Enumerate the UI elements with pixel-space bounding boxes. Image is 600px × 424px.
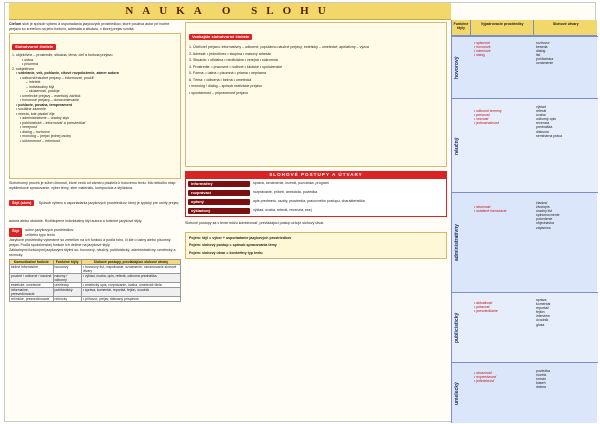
slohove-desc: opis predmetu, osoby, prostredia, pracovného postupu, charakteristika [253, 199, 365, 203]
genre-item: úradný list [536, 209, 552, 214]
table-cell: • hovorový list, rozprávanie, oznámenie, oznamovacie slohové útvary [81, 265, 180, 274]
middle-column [185, 22, 447, 422]
genre-item: úvaha [536, 113, 546, 118]
factor-item: • ústna [22, 57, 34, 62]
genre-item: list [536, 53, 541, 58]
functions-table [9, 259, 181, 302]
genre-item: diskusia [536, 129, 549, 134]
genres-list [536, 201, 596, 230]
right-header [452, 20, 597, 36]
genre-item: báseň [536, 381, 546, 386]
style-row [452, 98, 598, 192]
table-header: Slohové postupy, prevládajúce slohové útvary [81, 260, 180, 265]
table-cell: • výklad, úvaha, opis, referát, odborná prednáška [81, 274, 180, 283]
table-cell: rečnícky [53, 297, 81, 302]
factors-box [9, 33, 181, 179]
factor-sub: • umelecké prejavy – estetický zážitok [20, 93, 81, 98]
genres-list [536, 298, 596, 327]
means-item: • hovorové [474, 45, 491, 50]
slohove-desc: správa, oznámenie, inzerát, pozvánka, program [253, 181, 329, 185]
external-factor: 5. Forma: • ústna • písomná • priama • nepriama [189, 71, 266, 75]
intro-text: sloh je spôsob výberu a usporiadania jazykových prostriedkov, ktoré používa autor pri tvorbe prejavu so zreteľom na jeho funkciu, adresáta a situáciu, v ktorej prejav vzniká. [9, 22, 170, 31]
means-item: • obraznosť [474, 371, 492, 375]
slohove-desc: výklad, úvaha, referát, recenzia, esej [253, 208, 312, 212]
notes-block-3 [9, 228, 181, 237]
genre-item: rozhovor [536, 41, 550, 45]
factor-tail: • monológ – prejav jednej osoby [20, 134, 72, 138]
table-cell: umelecký [53, 283, 81, 288]
means-item: • presnosť [474, 113, 490, 118]
table-cell: estetické, umelecké [10, 283, 54, 288]
right-header-cell: Vyjadrovacie prostriedky [470, 20, 534, 35]
genres-list [536, 369, 596, 389]
means-item: • spisovné [474, 41, 491, 45]
table-row [10, 283, 181, 288]
slohove-label: opisný [188, 199, 250, 205]
genre-item: splnomocnenie [536, 213, 560, 218]
genre-item: pohľadnica [536, 57, 554, 62]
notes-p2: Spôsob výberu a usporiadania jazykových prostriedkov, ktorý je typický pre určitý prejav, autora alebo obdobie. Rozlišujeme individuálny štýl autora a funkčné jazykové štýly. [9, 201, 180, 223]
means-item: • presviedčanie [474, 309, 498, 314]
means-item: • vecnosť [474, 117, 489, 122]
formula-box [185, 232, 447, 260]
means-list [474, 205, 532, 213]
slohove-label: výkladový [188, 208, 250, 214]
external-factor: 3. Situácia: • oficiálna • neoficiálna • verejná • súkromná [189, 58, 278, 62]
means-item: • jedinečnosť [474, 379, 495, 384]
external-factors-list [189, 45, 443, 95]
factor-sub: • administratívne – úradný styk [20, 116, 69, 120]
table-cell: • príhovor, prejav, diskusný príspevok [81, 297, 180, 302]
genre-item: zápisnica [536, 225, 551, 230]
factor-item: • písomná [22, 62, 39, 66]
factor-tail: • súkromnosť – intímnosť [20, 138, 61, 143]
means-list [474, 41, 532, 57]
factor-sub: • odborné/náučné prejavy – informovať, poučiť [20, 75, 94, 80]
external-factor: • spontánnosť – pripravenosť prejavu [189, 90, 249, 95]
table-cell: náučný / odborný [53, 274, 81, 283]
style-label: náučný [454, 137, 460, 155]
style-row [452, 36, 598, 98]
means-list [474, 301, 532, 313]
genre-item: poviedka [536, 369, 551, 373]
notes-label-2: Štýl (sloh) [9, 200, 34, 206]
means-item: • ustálené formulácie [474, 209, 507, 214]
factor-item: 2. subjektívne [12, 66, 35, 71]
table-row [10, 265, 181, 274]
table-row [10, 297, 181, 302]
slohove-row [188, 199, 444, 205]
left-column [9, 22, 181, 422]
right-header-cell: Funkčné štýly [453, 22, 469, 30]
external-factor: 6. Téma: • odborná • bežná • umelecká [189, 77, 252, 82]
genre-item: objednávka [536, 221, 554, 226]
slohove-row [188, 190, 444, 196]
slohove-row [188, 181, 444, 187]
table-cell: rečnícke, presvedčovacie [10, 297, 54, 302]
genre-item: reportáž [536, 306, 549, 311]
style-label: administratívny [454, 224, 460, 262]
genre-item: beseda [536, 45, 548, 50]
notes-p3: súhrn jazykových prostriedkov určitého typu textu [25, 228, 74, 237]
right-header-cell: Slohové útvary [533, 20, 597, 35]
style-label: hovorový [454, 56, 460, 80]
style-row [452, 292, 598, 362]
means-item: • aktuálnosť [474, 301, 493, 305]
genre-item: odborný opis [536, 117, 557, 122]
table-header: Komunikačné funkcie [10, 260, 54, 265]
genre-item: úvodník [536, 318, 549, 323]
slohove-row [188, 208, 444, 214]
table-row [10, 274, 181, 283]
genre-item: potvrdenie [536, 217, 553, 222]
table-cell: poučné / odborné / náučné [10, 274, 54, 283]
genre-item: žiadosť [536, 201, 548, 205]
factors-header: Slohotvorné činitele [12, 44, 56, 50]
notes-p5: Základnými funkčnými jazykovými štýlmi sú: hovorový, náučný, publicistický, administratívny, umelecký a rečnícky. [9, 248, 176, 257]
table-cell: publicistický [53, 288, 81, 297]
genre-item: komentár [536, 302, 551, 307]
means-item: • odborné termíny [474, 109, 502, 113]
factors-list [12, 53, 178, 143]
table-cell: informačné, presvedčovacie [10, 288, 54, 297]
factor-extra: • pohlavie, povaha, temperament [16, 102, 72, 107]
genre-item: seminárna práca [536, 133, 563, 138]
slohove-note: Slohové postupy sa v texte môžu kombinovať, prevládajúci postup určuje slohový útvar. [185, 221, 325, 225]
factor-item: 1. objektívne – prostredie, situácia, téma, cieľ a funkcia prejavu: [12, 53, 114, 57]
genre-item: glosa [536, 322, 545, 327]
slohove-list [185, 179, 447, 217]
factor-nested: – individuálny štýl [26, 84, 55, 89]
genre-item: prednáška [536, 125, 553, 130]
style-row [452, 192, 598, 292]
genres-list [536, 105, 596, 138]
genre-item: referát [536, 109, 547, 114]
formula-line: Pojem: štýl = výber + usporiadanie jazykových prostriedkov [189, 235, 292, 240]
factor-tail: • verejnosť [20, 125, 38, 129]
intro-paragraph [9, 22, 181, 31]
genre-item: novela [536, 373, 547, 378]
slohove-label: rozprávací [188, 190, 250, 196]
means-item: • slang [474, 53, 485, 58]
genre-item: dialóg [536, 49, 546, 54]
factor-extra: • miesto, kde pisateľ žije [16, 111, 55, 116]
means-list [474, 371, 532, 383]
genre-item: román [536, 377, 546, 382]
slohove-label: informačný [188, 181, 250, 187]
genre-item: životopis [536, 205, 550, 210]
external-factor: 4. Prostredie: • pracovné • rodinné • školské • spoločenské [189, 64, 283, 69]
style-row [452, 362, 598, 423]
style-label: publicistický [454, 312, 460, 344]
external-factor: 1. Účel/cieľ prejavu: informatívny – odborné, populárno-náučné prejavy; estetický – umelecké; apelatívny – výzva [189, 45, 369, 49]
study-sheet [4, 2, 596, 422]
table-cell: bežné informačné [10, 265, 54, 274]
factor-extra: • sociálne zázemie [16, 107, 46, 111]
means-item: • nárečové [474, 49, 491, 54]
factor-tail: • dialóg – rozhovor [20, 129, 50, 134]
genres-list [536, 41, 596, 66]
factor-sub: • publicistické – informovať a presviedčať [20, 120, 86, 125]
means-item: • jednoznačnosť [474, 121, 500, 126]
genre-item: fejtón [536, 310, 545, 315]
table-header: Funkčné štýly [53, 260, 81, 265]
external-factors-header: Vonkajšie slohotvorné činitele [189, 34, 252, 40]
factor-nested: – intelekt [26, 80, 41, 84]
table-row [10, 288, 181, 297]
genre-item: interview [536, 314, 550, 319]
factor-sub: • hovorové prejavy – dorozumievanie [20, 98, 79, 102]
external-factor: • monológ / dialóg – spôsob realizácie prejavu [189, 84, 263, 88]
genre-item: recenzia [536, 121, 550, 126]
page-title: NAUKA O SLOHU [9, 3, 451, 20]
genre-item: dráma [536, 385, 546, 390]
table-cell: hovorový [53, 265, 81, 274]
formula-line: Pojem: slohový postup = spôsob spracovania témy [189, 243, 277, 247]
table-cell: • správa, komentár, reportáž, fejtón, úvodník [81, 288, 180, 297]
means-list [474, 109, 532, 125]
notes-p4: Jazykové prostriedky vyberáme so zreteľom na ich funkciu a podľa toho, či ide o ústny alebo písomný prejav. Podľa spoločenskej funkcie ich delíme na jazykové štýly. [9, 238, 171, 247]
style-label: umelecký [454, 382, 460, 405]
table-cell: • umelecký opis, rozprávanie, úvaha, umelecké diela [81, 283, 180, 288]
factor-item: • vzdelanie, vek, pohlavie, citové rozpoloženie, zámer autora [16, 71, 119, 75]
genre-item: správa [536, 298, 547, 302]
notes-block-2 [9, 191, 181, 227]
right-column [451, 20, 597, 423]
external-factors-box [185, 22, 447, 167]
slohove-desc: rozprávanie, príbeh, anekdota, poviedka [253, 190, 318, 194]
intro-lead: Cieľom [9, 22, 22, 26]
genre-item: výklad [536, 105, 546, 109]
genre-item: oznámenie [536, 61, 554, 66]
means-item: • stručnosť [474, 205, 491, 209]
notes-label-3: Štýl [9, 228, 22, 237]
slohove-header: SLOHOVÉ POSTUPY A ÚTVARY [185, 171, 447, 179]
formula-line: Pojem: slohový útvar = konkrétny typ textu [189, 250, 263, 255]
means-item: • pútavosť [474, 305, 490, 310]
factor-nested: – skúsenosti, postoje [26, 89, 60, 93]
notes-p1: Slohotvorný proces je súhrn činností, ktoré vedú od zámeru pisateľa k hotovému textu. Má niekoľko etáp: myšlienkové spracovanie, výber témy, zber materiálu, kompozícia a štylizácia. [9, 181, 177, 190]
external-factor: 2. Adresát: • jednotlivec • skupina • masový adresát [189, 51, 271, 56]
means-item: • expresívnosť [474, 375, 497, 380]
